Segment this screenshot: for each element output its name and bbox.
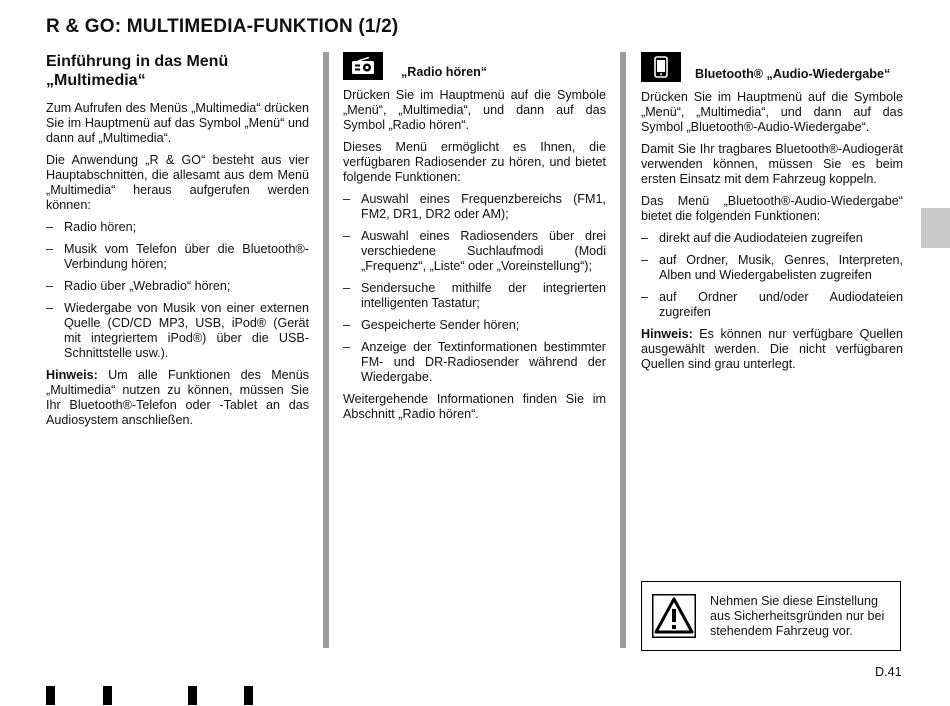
bluetooth-column bbox=[641, 52, 903, 379]
column-divider bbox=[323, 52, 329, 648]
intro-heading bbox=[46, 52, 309, 90]
intro-column bbox=[46, 52, 309, 435]
list-item: – Radio über „Webradio“ hören; bbox=[46, 279, 309, 294]
list-item: – direkt auf die Audiodateien zugreifen bbox=[641, 231, 903, 246]
bluetooth-paragraph-1: Drücken Sie im Hauptmenü auf die Symbole „Menü“, „Multimedia“, und dann auf das Symbol „Bluetooth®-Audio-Wiedergabe“. bbox=[641, 90, 903, 134]
list-item: – Radio hören; bbox=[46, 220, 309, 235]
note-label: Hinweis: bbox=[641, 327, 693, 341]
bluetooth-paragraph-3: Das Menü „Bluetooth®-Audio-Wiedergabe“ bietet die folgenden Funktionen: bbox=[641, 194, 903, 223]
warning-triangle-icon bbox=[652, 594, 696, 638]
list-item: – Musik vom Telefon über die Bluetooth®-Verbindung hören; bbox=[46, 242, 309, 272]
bluetooth-paragraph-2: Damit Sie Ihr tragbares Bluetooth®-Audiogerät verwenden können, müssen Sie es beim ersten Einsatz mit dem Fahrzeug koppeln. bbox=[641, 142, 903, 186]
note-label: Hinweis: bbox=[46, 368, 98, 382]
page-number: D.41 bbox=[875, 665, 902, 679]
bluetooth-heading: Bluetooth® „Audio-Wiedergabe“ bbox=[695, 67, 891, 81]
section-tab bbox=[921, 208, 950, 248]
warning-text: Nehmen Sie diese Einstellung aus Sicherheitsgründen nur bei stehendem Fahrzeug vor. bbox=[710, 593, 885, 638]
list-item: – auf Ordner, Musik, Genres, Interpreten, Alben und Wiedergabelisten zugreifen bbox=[641, 253, 903, 283]
intro-heading-line1: Einführung in das Menü bbox=[46, 53, 229, 70]
list-item: – Wiedergabe von Musik von einer externen Quelle (CD/CD MP3, USB, iPod® (Gerät mit integriertem iPod®) über die USB-Schnittstelle usw.). bbox=[46, 301, 309, 361]
warning-box bbox=[641, 581, 901, 651]
intro-note bbox=[46, 368, 309, 428]
radio-heading: „Radio hören“ bbox=[401, 65, 488, 79]
bluetooth-header bbox=[641, 52, 903, 82]
smartphone-icon bbox=[641, 52, 681, 82]
bluetooth-list bbox=[641, 231, 903, 320]
list-item: – Auswahl eines Radiosenders über drei verschiedene Suchlaufmodi (Modi „Frequenz“, „Liste“ oder „Voreinstellung“); bbox=[343, 229, 606, 274]
intro-heading-line2: „Multimedia“ bbox=[46, 72, 146, 89]
radio-paragraph-3: Weitergehende Informationen finden Sie im Abschnitt „Radio hören“. bbox=[343, 392, 606, 421]
intro-list bbox=[46, 220, 309, 361]
crop-mark bbox=[188, 686, 197, 705]
column-divider bbox=[620, 52, 626, 648]
note-text: Um alle Funktionen des Menüs „Multimedia“ nutzen zu können, müssen Sie Ihr Bluetooth®-Telefon oder -Tablet an das Audiosystem anschließen. bbox=[46, 368, 309, 427]
radio-header bbox=[343, 52, 606, 80]
page-title: R & GO: MULTIMEDIA-FUNKTION (1/2) bbox=[46, 16, 399, 37]
bluetooth-note bbox=[641, 327, 903, 372]
crop-mark bbox=[103, 686, 112, 705]
radio-paragraph-2: Dieses Menü ermöglicht es Ihnen, die verfügbaren Radiosender zu hören, und bietet folgende Funktionen: bbox=[343, 140, 606, 184]
list-item: – Auswahl eines Frequenzbereichs (FM1, FM2, DR1, DR2 oder AM); bbox=[343, 192, 606, 222]
list-item: – auf Ordner und/oder Audiodateien zugreifen bbox=[641, 290, 903, 320]
crop-mark bbox=[244, 686, 253, 705]
intro-paragraph-1: Zum Aufrufen des Menüs „Multimedia“ drücken Sie im Hauptmenü auf das Symbol „Menü“ und dann auf „Multimedia“. bbox=[46, 101, 309, 145]
note-text: Es können nur verfügbare Quellen ausgewählt werden. Die nicht verfügbaren Quellen sind grau unterlegt. bbox=[641, 327, 903, 371]
crop-mark bbox=[46, 686, 55, 705]
radio-column bbox=[343, 52, 606, 429]
radio-list bbox=[343, 192, 606, 385]
radio-icon bbox=[343, 52, 383, 80]
list-item: – Gespeicherte Sender hören; bbox=[343, 318, 606, 333]
list-item: – Anzeige der Textinformationen bestimmter FM- und DR-Radiosender während der Wiedergabe. bbox=[343, 340, 606, 385]
radio-paragraph-1: Drücken Sie im Hauptmenü auf die Symbole „Menü“, „Multimedia“, und dann auf das Symbol „Radio hören“. bbox=[343, 88, 606, 132]
list-item: – Sendersuche mithilfe der integrierten intelligenten Tastatur; bbox=[343, 281, 606, 311]
intro-paragraph-2: Die Anwendung „R & GO“ besteht aus vier Hauptabschnitten, die allesamt aus dem Menü „Multimedia“ heraus aufgerufen werden können: bbox=[46, 153, 309, 212]
